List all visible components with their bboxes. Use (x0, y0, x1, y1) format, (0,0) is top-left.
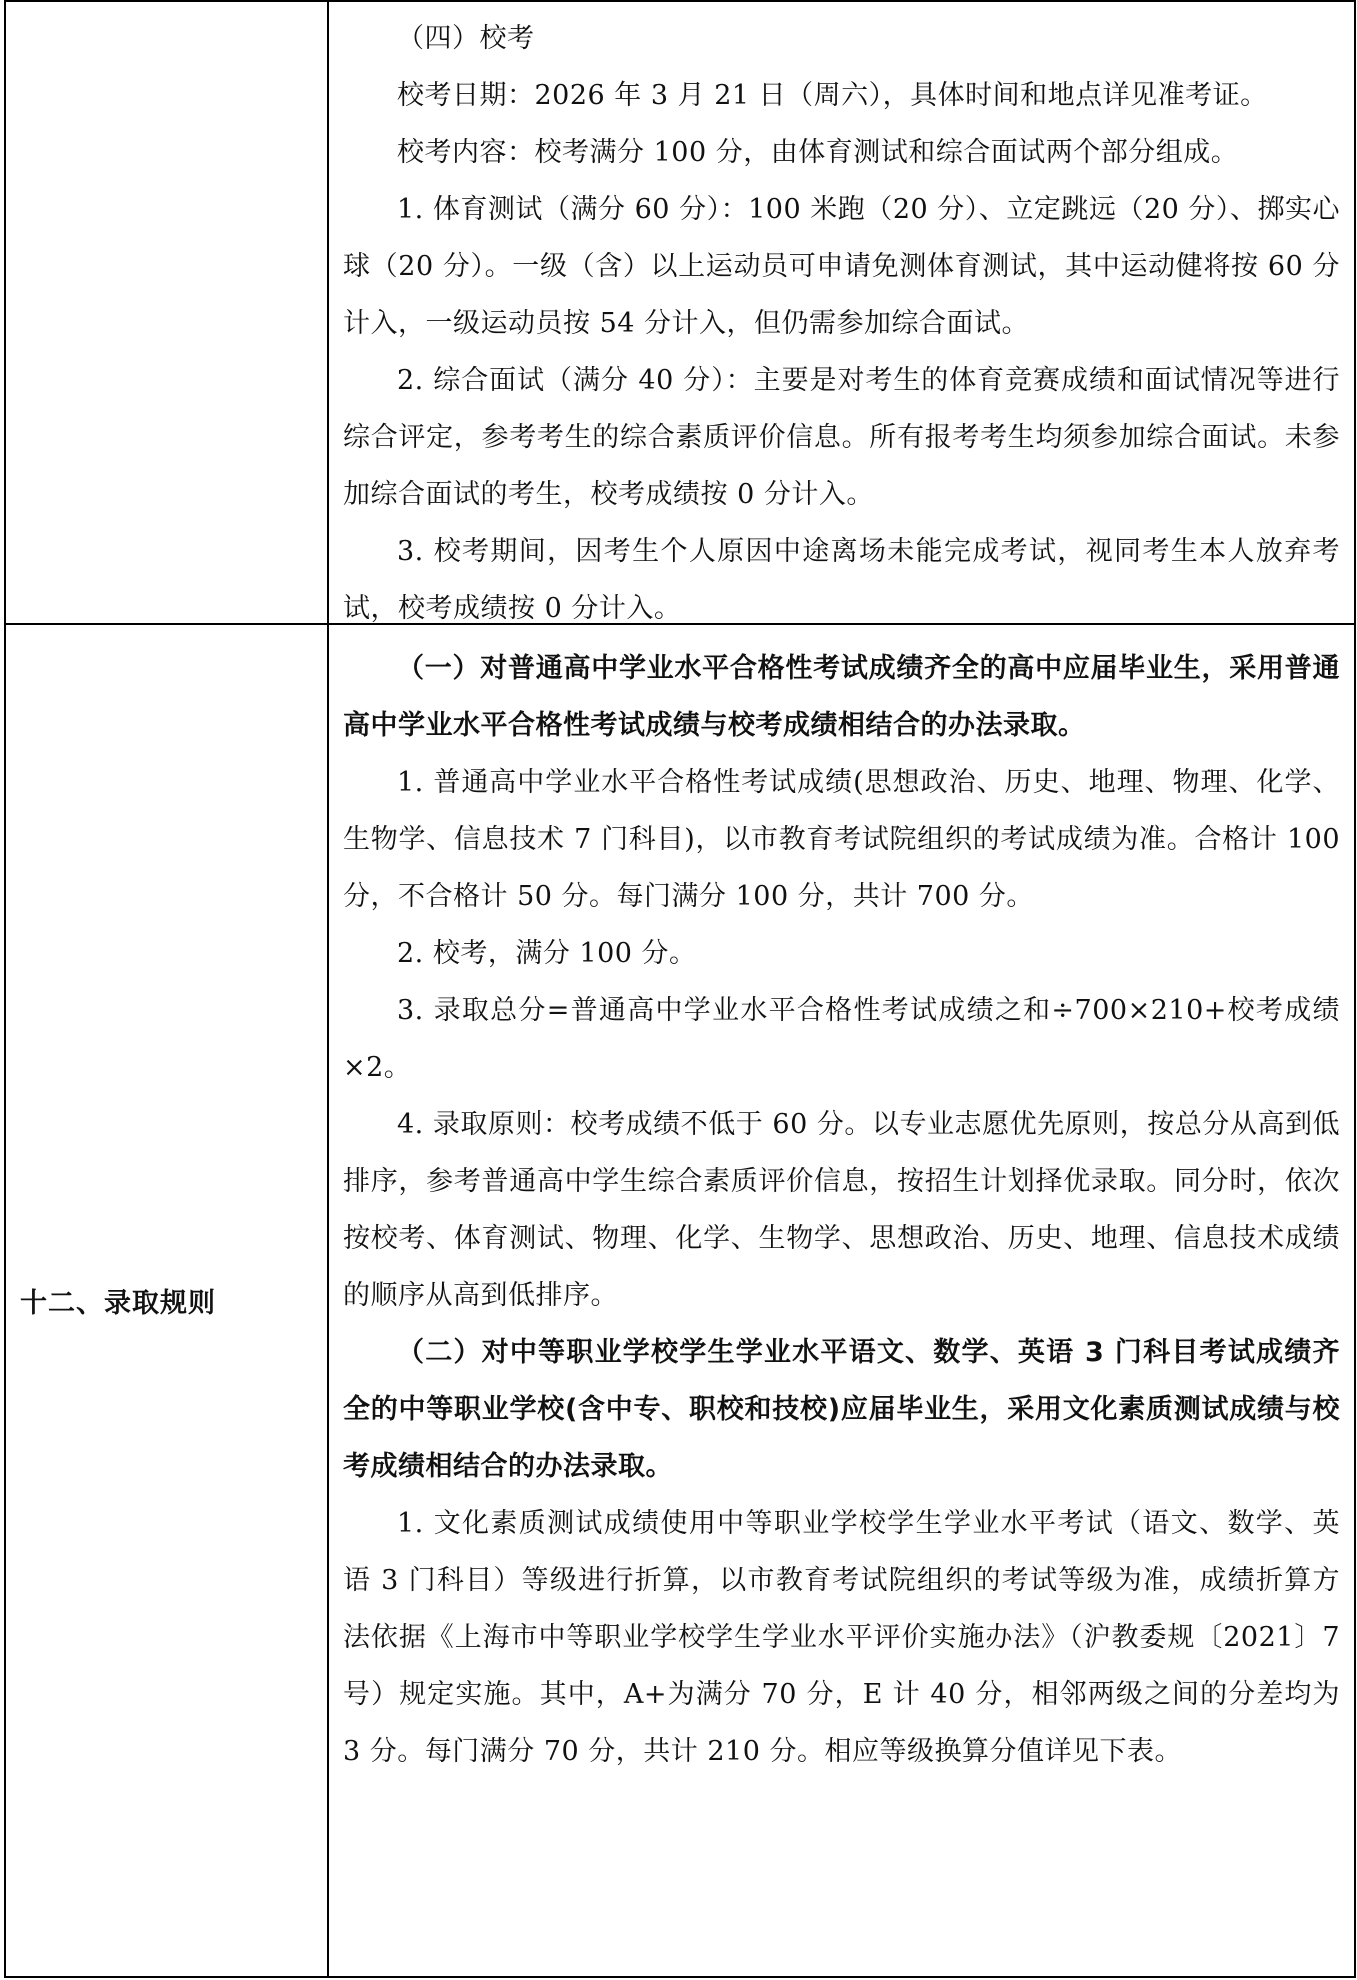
interview-paragraph: 2. 综合面试（满分 40 分）：主要是对考生的体育竞赛成绩和面试情况等进行综合评定，参考考生的综合素质评价信息。所有报考考生均须参加综合面试。未参加综合面试的考生，校考成绩按 0 分计入。 (343, 365, 1340, 510)
absence-paragraph: 3. 校考期间，因考生个人原因中途离场未能完成考试，视同考生本人放弃考试，校考成绩按 0 分计入。 (343, 536, 1340, 624)
school-exam-section (329, 2, 1354, 623)
empty-label-cell (4, 0, 327, 623)
exam-date-paragraph: 校考日期：2026 年 3 月 21 日（周六），具体时间和地点详见准考证。 (397, 80, 1268, 111)
rule-paragraph: 4. 录取原则：校考成绩不低于 60 分。以专业志愿优先原则，按总分从高到低排序，参考普通高中学生综合素质评价信息，按招生计划择优录取。同分时，依次按校考、体育测试、物理、化学、生物学、思想政治、历史、地理、信息技术成绩的顺序从高到低排序。 (343, 1109, 1340, 1311)
rule-group-heading-1: （一）对普通高中学业水平合格性考试成绩齐全的高中应届毕业生，采用普通高中学业水平合格性考试成绩与校考成绩相结合的办法录取。 (343, 653, 1340, 741)
admission-rules-content (329, 625, 1354, 1976)
subsection-heading: （四）校考 (397, 23, 535, 54)
rule-paragraph: 2. 校考，满分 100 分。 (397, 938, 697, 969)
rule-group-heading-2: （二）对中等职业学校学生学业水平语文、数学、英语 3 门科目考试成绩齐全的中等职业学校(含中专、职校和技校)应届毕业生，采用文化素质测试成绩与校考成绩相结合的办法录取。 (343, 1337, 1340, 1482)
admission-rules-label (6, 625, 327, 1976)
section-label-text: 十二、录取规则 (20, 1288, 216, 1319)
exam-content-paragraph: 校考内容：校考满分 100 分，由体育测试和综合面试两个部分组成。 (397, 137, 1239, 168)
rule-paragraph: 1. 文化素质测试成绩使用中等职业学校学生学业水平考试（语文、数学、英语 3 门科目）等级进行折算，以市教育考试院组织的考试等级为准，成绩折算方法依据《上海市中等职业学校学生学业水平评价实施办法》（沪教委规〔2021〕7 号）规定实施。其中，A+为满分 70 分，E 计 40 分，相邻两级之间的分差均为 3 分。每门满分 70 分，共计 210 分。相应等级换算分值详见下表。 (343, 1508, 1340, 1767)
rule-paragraph: 1. 普通高中学业水平合格性考试成绩(思想政治、历史、地理、物理、化学、生物学、信息技术 7 门科目)，以市教育考试院组织的考试成绩为准。合格计 100 分，不合格计 50 分。每门满分 100 分，共计 700 分。 (343, 767, 1340, 912)
rule-paragraph: 3. 录取总分=普通高中学业水平合格性考试成绩之和÷700×210+校考成绩×2。 (343, 995, 1340, 1083)
pe-test-paragraph: 1. 体育测试（满分 60 分）：100 米跑（20 分）、立定跳远（20 分）、掷实心球（20 分）。一级（含）以上运动员可申请免测体育测试，其中运动健将按 60 分计入，一级运动员按 54 分计入，但仍需参加综合面试。 (343, 194, 1340, 339)
document-page (4, 0, 1356, 1978)
